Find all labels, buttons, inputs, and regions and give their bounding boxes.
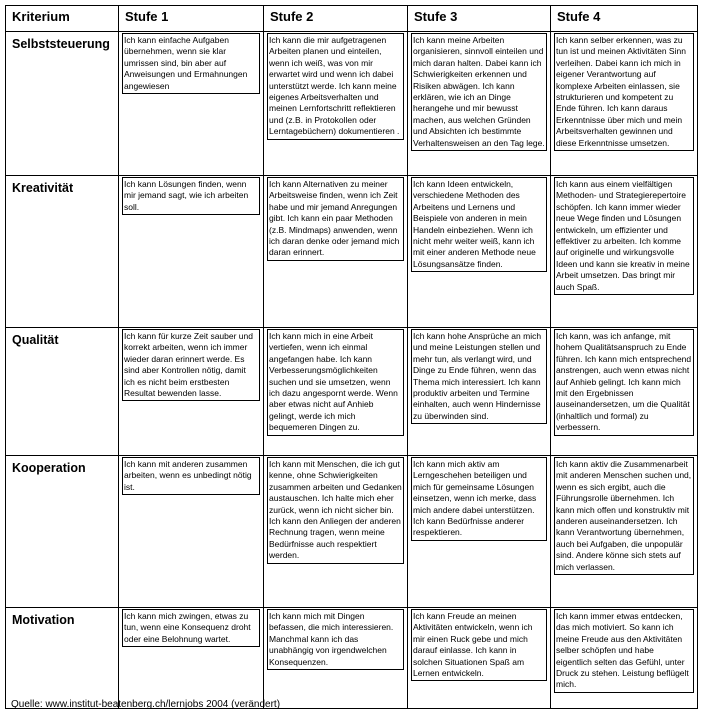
criterion-kooperation: Kooperation: [6, 456, 119, 608]
table-cell: Ich kann selber erkennen, was zu tun ist und meinen Aktivitäten Sinn verleihen. Dabei kann ich mich in eigener Verantwortung auf komplexe Arbeiten einlassen, sie strukturieren und kompetent zu Ende führen. Ich kann daraus Erkenntnisse über mich und mein Arbeitsverhalten gewinnen und diese Erkenntnisse umsetzen.: [551, 32, 698, 176]
rubric-table: [5, 5, 698, 709]
criterion-kreativitaet: Kreativität: [6, 176, 119, 328]
header-stufe-3: Stufe 3: [408, 6, 551, 32]
table-cell: Ich kann Lösungen finden, wenn mir jemand sagt, wie ich arbeiten soll.: [119, 176, 264, 328]
header-stufe-4: Stufe 4: [551, 6, 698, 32]
table-cell: Ich kann aktiv die Zusammenarbeit mit anderen Menschen suchen und, wenn es sich ergibt, auch die Führungsrolle übernehmen. Ich kann mich offen und konstruktiv mit anderen auseinandersetzen. Ich kann Verantwortung übernehmen, auch bei Aufgaben, die unpopulär sind. Andere könne sich stets auf mich verlassen.: [551, 456, 698, 608]
table-cell: Ich kann Ideen entwickeln, verschiedene Methoden des Arbeitens und Lernens und Beispiele von anderen in mein Handeln einbeziehen. Wenn ich nicht mehr weiter weiß, kann ich mit einer anderen Methode neue Lösungsansätze finden.: [408, 176, 551, 328]
table-row: [6, 176, 698, 328]
table-row: [6, 32, 698, 176]
table-cell: Ich kann Freude an meinen Aktivitäten entwickeln, wenn ich mir einen Ruck gebe und mich darauf einlasse. Ich kann in solchen Situationen Spaß am Lernen entwickeln.: [408, 608, 551, 709]
table-cell: Ich kann meine Arbeiten organisieren, sinnvoll einteilen und mich daran halten. Dabei kann ich Schwierigkeiten erkennen und Risiken abwägen. Ich kann erklären, wie ich an Dinge herangehe und mir bewusst machen, aus welchen Gründen und Absichten ich bestimmte Verhaltensweisen an den Tag lege.: [408, 32, 551, 176]
criterion-motivation: Motivation: [6, 608, 119, 709]
table-row: [6, 328, 698, 456]
criterion-selbststeuerung: Selbststeuerung: [6, 32, 119, 176]
header-kriterium: Kriterium: [6, 6, 119, 32]
header-row: [6, 6, 698, 32]
table-cell: Ich kann für kurze Zeit sauber und korrekt arbeiten, wenn ich immer wieder daran erinnert werde. Es sind aber Kontrollen nötig, damit ich es nicht beim erstbesten Resultat bewenden lasse.: [119, 328, 264, 456]
table-cell: Ich kann hohe Ansprüche an mich und meine Leistungen stellen und mehr tun, als verlangt wird, und Dinge zu Ende führen, wenn das Thema mich interessiert. Ich kann produktiv arbeiten und Termine einhalten, auch wenn Hindernisse zu überwinden sind.: [408, 328, 551, 456]
table-cell: Ich kann immer etwas entdecken, das mich motiviert. So kann ich meine Freude aus den Aktivitäten selber schöpfen und habe eigentlich selten das Gefühl, unter Druck zu stehen. Leistung beflügelt mich.: [551, 608, 698, 709]
source-citation: Quelle: www.institut-beatenberg.ch/lernjobs 2004 (verändert): [11, 699, 281, 710]
table-cell: Ich kann mich zwingen, etwas zu tun, wenn eine Konsequenz droht oder eine Belohnung wartet.: [119, 608, 264, 709]
header-stufe-2: Stufe 2: [264, 6, 408, 32]
table-row: [6, 608, 698, 709]
header-stufe-1: Stufe 1: [119, 6, 264, 32]
table-cell: Ich kann aus einem vielfältigen Methoden- und Strategierepertoire schöpfen. Ich kann immer wieder neue Wege finden und Lösungen entwickeln, um effizienter und effektiver zu arbeiten. Ich komme auf originelle und wirkungsvolle Ideen und kann sie kreativ in meine Arbeit umsetzen. Das bringt mir auch Spaß.: [551, 176, 698, 328]
table-cell: Ich kann mich mit Dingen befassen, die mich interessieren. Manchmal kann ich das unabhängig von irgendwelchen Konsequenzen.: [264, 608, 408, 709]
table-cell: Ich kann mich in eine Arbeit vertiefen, wenn ich einmal angefangen habe. Ich kann Verbesserungsmöglichkeiten suchen und sie umsetzen, wenn ich dazu angespornt werde. Wenn aber etwas nicht auf Anhieb gelingt, werde ich mich bequemeren Dingen zu.: [264, 328, 408, 456]
table-cell: Ich kann einfache Aufgaben übernehmen, wenn sie klar umrissen sind, bin aber auf Anweisungen und Ermahnungen angewiesen: [119, 32, 264, 176]
table-cell: Ich kann mich aktiv am Lerngeschehen beteiligen und mich für gemeinsame Lösungen einsetzen, wenn ich merke, dass mich andere dabei unterstützen. Ich kann Bedürfnisse anderer respektieren.: [408, 456, 551, 608]
table-row: [6, 456, 698, 608]
table-cell: Ich kann Alternativen zu meiner Arbeitsweise finden, wenn ich Zeit habe und mir jemand Anregungen gibt. Ich kann ein paar Methoden (z.B. Mindmaps) anwenden, wenn ich daran denke oder jemand mich daran erinnert.: [264, 176, 408, 328]
table-cell: Ich kann, was ich anfange, mit hohem Qualitätsanspruch zu Ende führen. Ich kann mich entsprechend anstrengen, auch wenn etwas nicht auf Anhieb gelingt. Ich kann mich mit den Ergebnissen auseinandersetzen, um die Qualität (inhaltlich und formal) zu verbessern.: [551, 328, 698, 456]
table-cell: Ich kann mit anderen zusammen arbeiten, wenn es unbedingt nötig ist.: [119, 456, 264, 608]
criterion-qualitaet: Qualität: [6, 328, 119, 456]
table-cell: Ich kann mit Menschen, die ich gut kenne, ohne Schwierigkeiten zusammen arbeiten und Gedanken austauschen. Ich halte mich eher zurück, wenn ich nicht sicher bin. Ich kann den Anliegen der anderen Rechnung tragen, wenn meine Bedürfnisse auch respektiert werden.: [264, 456, 408, 608]
table-cell: Ich kann die mir aufgetragenen Arbeiten planen und einteilen, wenn ich weiß, was von mir erwartet wird und wenn ich dabei unterstützt werde. Ich kann meine eigenes Arbeitsverhalten und meinen Lernfortschritt reflektieren und (z.B. in Protokollen oder Lerntagebüchern) dokumentieren .: [264, 32, 408, 176]
